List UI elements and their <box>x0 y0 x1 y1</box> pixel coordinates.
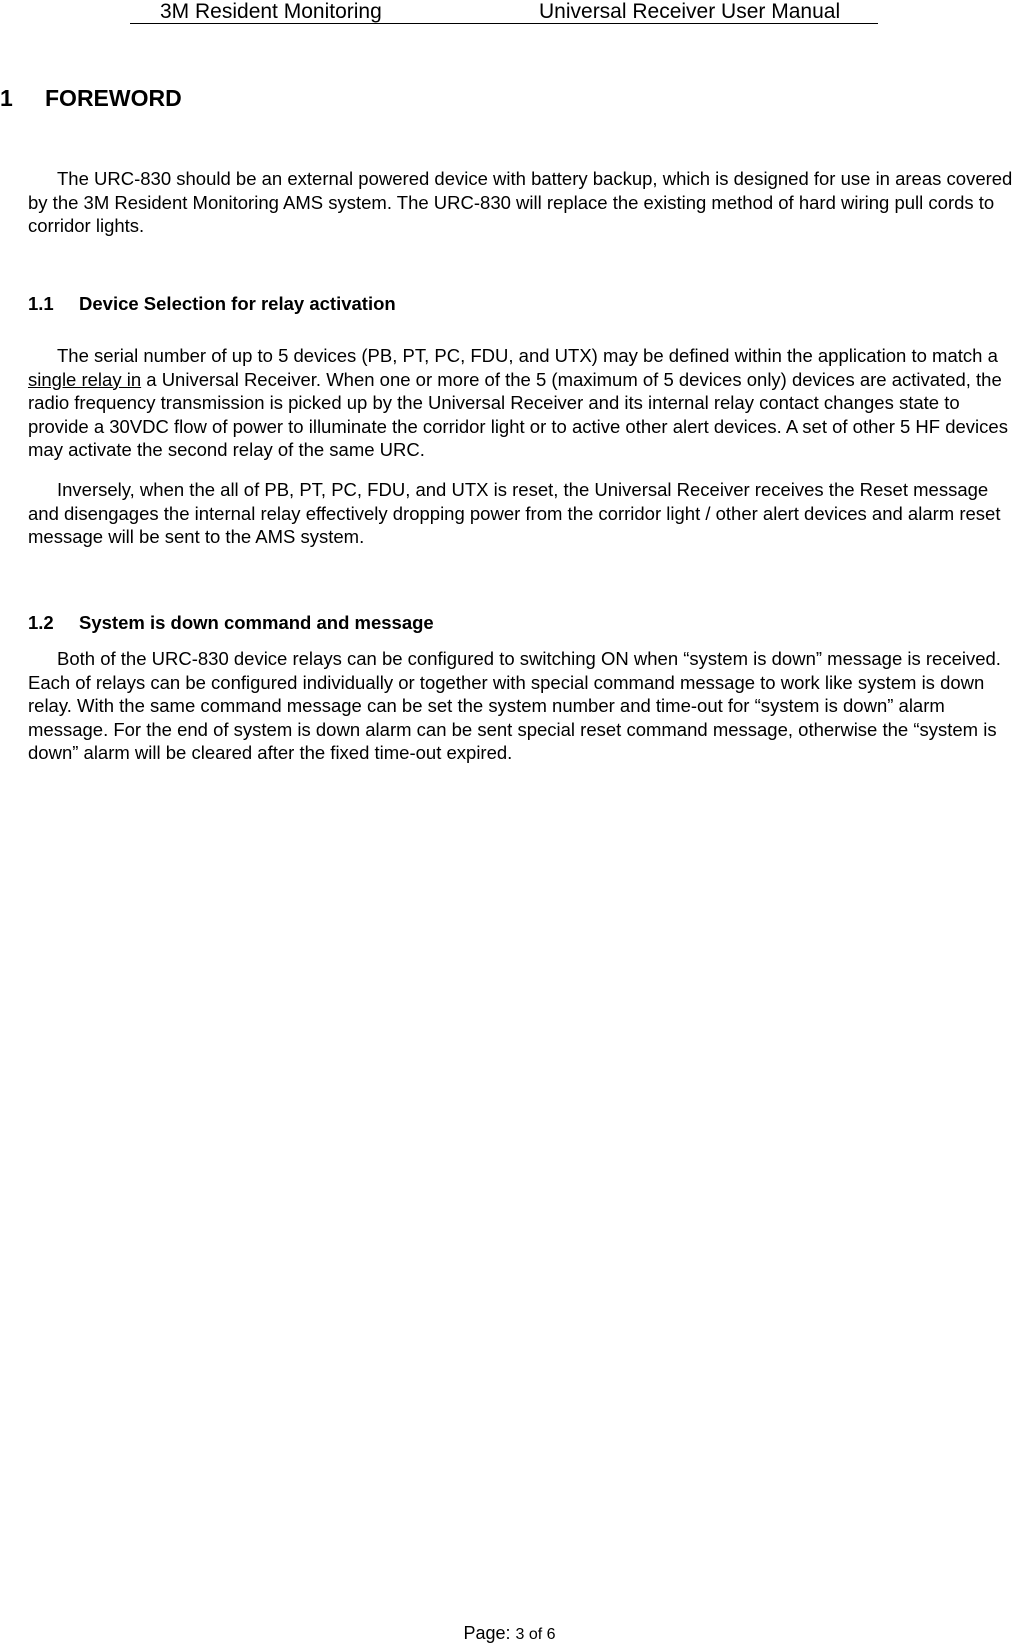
single-relay-underlined: single relay in <box>28 368 142 390</box>
reset-paragraph <box>28 478 1018 549</box>
reset-text: Inversely, when the all of PB, PT, PC, FDU, and UTX is reset, the Universal Receiver receives the Reset message and disengages the internal relay effectively dropping power from the corridor light / other alert devices and alarm reset message will be sent to the AMS system. <box>28 479 1001 547</box>
relay-selection-text-b: a Universal Receiver. When one or more of the 5 (maximum of 5 devices only) devices are activated, the radio frequency transmission is picked up by the Universal Receiver and its internal relay contact changes state to provide a 30VDC flow of power to illuminate the corridor light or to active other alert devices. A set of other 5 HF devices may activate the second relay of the same URC. <box>28 368 1008 460</box>
page-header <box>130 0 878 24</box>
system-down-text: Both of the URC-830 device relays can be configured to switching ON when “system is down” message is received. Each of relays can be configured individually or together with special command message to work like system is down relay. With the same command message can be set the system number and time-out for “system is down” alarm message. For the end of system is down alarm can be sent special reset command message, otherwise the “system is down” alarm will be cleared after the fixed time-out expired. <box>28 648 1001 763</box>
section-1-2-number: 1.2 <box>28 612 54 633</box>
foreword-text: The URC-830 should be an external powered device with battery backup, which is designed for use in areas covered by the 3M Resident Monitoring AMS system. The URC-830 will replace the existing method of hard wiring pull cords to corridor lights. <box>28 168 1013 236</box>
section-1-2-heading <box>28 611 434 634</box>
page-number: 3 of 6 <box>515 1626 556 1643</box>
relay-selection-paragraph <box>28 344 1018 462</box>
foreword-paragraph <box>28 167 1018 238</box>
section-1-2-title: System is down command and message <box>79 612 434 633</box>
system-down-paragraph <box>28 647 1018 765</box>
header-right: Universal Receiver User Manual <box>539 0 841 23</box>
section-1-1-number: 1.1 <box>28 293 54 314</box>
section-1-heading <box>0 84 182 112</box>
page-label: Page: <box>463 1623 516 1643</box>
section-1-number: 1 <box>0 85 13 111</box>
header-left: 3M Resident Monitoring <box>160 0 382 23</box>
section-1-1-heading <box>28 292 396 315</box>
relay-selection-text-a: The serial number of up to 5 devices (PB, PT, PC, FDU, and UTX) may be defined within the application to match a <box>57 345 998 366</box>
page-footer <box>0 1622 1019 1646</box>
section-1-title: FOREWORD <box>45 85 182 111</box>
section-1-1-title: Device Selection for relay activation <box>79 293 396 314</box>
